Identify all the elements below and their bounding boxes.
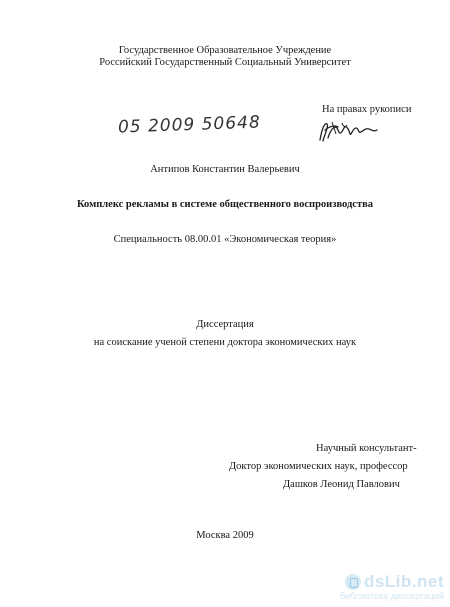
place-and-year: Москва 2009 [196, 530, 254, 541]
institution-line-2: Российский Государственный Социальный Университет [99, 57, 351, 68]
author-name: Антипов Константин Валерьевич [150, 164, 300, 175]
dslib-watermark [340, 572, 444, 601]
specialty: Специальность 08.00.01 «Экономическая теория» [113, 234, 337, 245]
handwritten-signature [316, 116, 380, 146]
consultant-name: Дашков Леонид Павлович [283, 479, 400, 490]
manuscript-note: На правах рукописи [322, 104, 412, 115]
dissertation-title: Комплекс рекламы в системе общественного воспроизводства [76, 199, 374, 210]
watermark-name: dsLib.net [363, 572, 444, 591]
institution-line-1: Государственное Образовательное Учреждение [118, 45, 332, 56]
consultant-role: Научный консультант- [316, 443, 417, 454]
consultant-degree: Доктор экономических наук, профессор [229, 461, 408, 472]
dslib-logo-icon [345, 574, 361, 590]
watermark-subtitle: библиотека диссертаций [339, 591, 444, 601]
dissertation-label: Диссертация [196, 319, 254, 330]
dissertation-purpose: на соискание ученой степени доктора экономических наук [93, 337, 357, 348]
handwritten-registration-number: 05 2009 50648 [117, 112, 262, 138]
